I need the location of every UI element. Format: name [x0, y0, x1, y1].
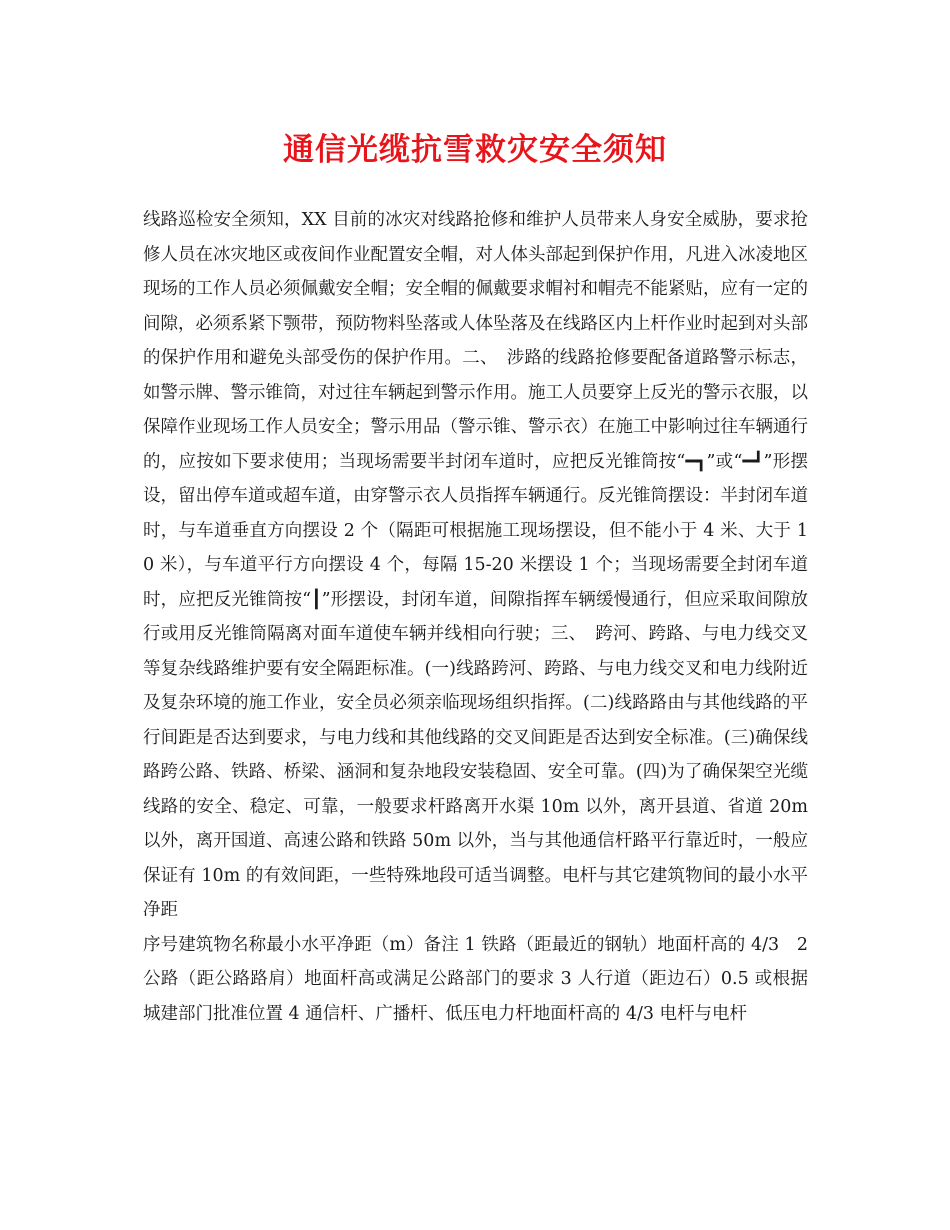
document-body [143, 203, 808, 1031]
body-paragraph: 序号建筑物名称最小水平净距（m）备注 1 铁路（距最近的钢轨）地面杆高的 4/3 2 公路（距公路路肩）地面杆高或满足公路部门的要求 3 人行道（距边石）0.5 或根据城建部门批准位置 4 通信杆、广播杆、低压电力杆地面杆高的 4/3 电杆与电杆 [143, 934, 808, 1024]
body-paragraph: 线路巡检安全须知，XX 目前的冰灾对线路抢修和维护人员带来人身安全威胁，要求抢修人员在冰灾地区或夜间作业配置安全帽，对人体头部起到保护作用，凡进入冰凌地区现场的工作人员必须佩戴安全帽；安全帽的佩戴要求帽衬和帽壳不能紧贴，应有一定的间隙，必须系紧下颚带，预防物料坠落或人体坠落及在线路区内上杆作业时起到对头部的保护作用和避免头部受伤的保护作用。二、 涉路的线路抢修要配备道路警示标志，如警示牌、警示锥筒，对过往车辆起到警示作用。施工人员要穿上反光的警示衣服，以保障作业现场工作人员安全；警示用品（警示锥、警示衣）在施工中影响过往车辆通行的，应按如下要求使用；当现场需要半封闭车道时，应把反光锥筒按“━┓”或“━┛”形摆设，留出停车道或超车道，由穿警示衣人员指挥车辆通行。反光锥筒摆设：半封闭车道时，与车道垂直方向摆设 2 个（隔距可根据施工现场摆设，但不能小于 4 米、大于 10 米），与车道平行方向摆设 4 个，每隔 15-20 米摆设 1 个；当现场需要全封闭车道时，应把反光锥筒按“┃”形摆设，封闭车道，间隙指挥车辆缓慢通行，但应采取间隙放行或用反光锥筒隔离对面车道使车辆并线相向行驶；三、 跨河、跨路、与电力线交叉等复杂线路维护要有安全隔距标准。(一)线路跨河、跨路、与电力线交叉和电力线附近及复杂环境的施工作业，安全员必须亲临现场组织指挥。(二)线路路由与其他线路的平行间距是否达到要求，与电力线和其他线路的交叉间距是否达到安全标准。(三)确保线路跨公路、铁路、桥梁、涵洞和复杂地段安装稳固、安全可靠。(四)为了确保架空光缆线路的安全、稳定、可靠，一般要求杆路离开水渠 10m 以外，离开县道、省道 20m 以外，离开国道、高速公路和铁路 50m 以外，当与其他通信杆路平行靠近时，一般应保证有 10m 的有效间距，一些特殊地段可适当调整。电杆与其它建筑物间的最小水平净距 [143, 210, 808, 920]
document-title: 通信光缆抗雪救灾安全须知 [283, 132, 667, 168]
